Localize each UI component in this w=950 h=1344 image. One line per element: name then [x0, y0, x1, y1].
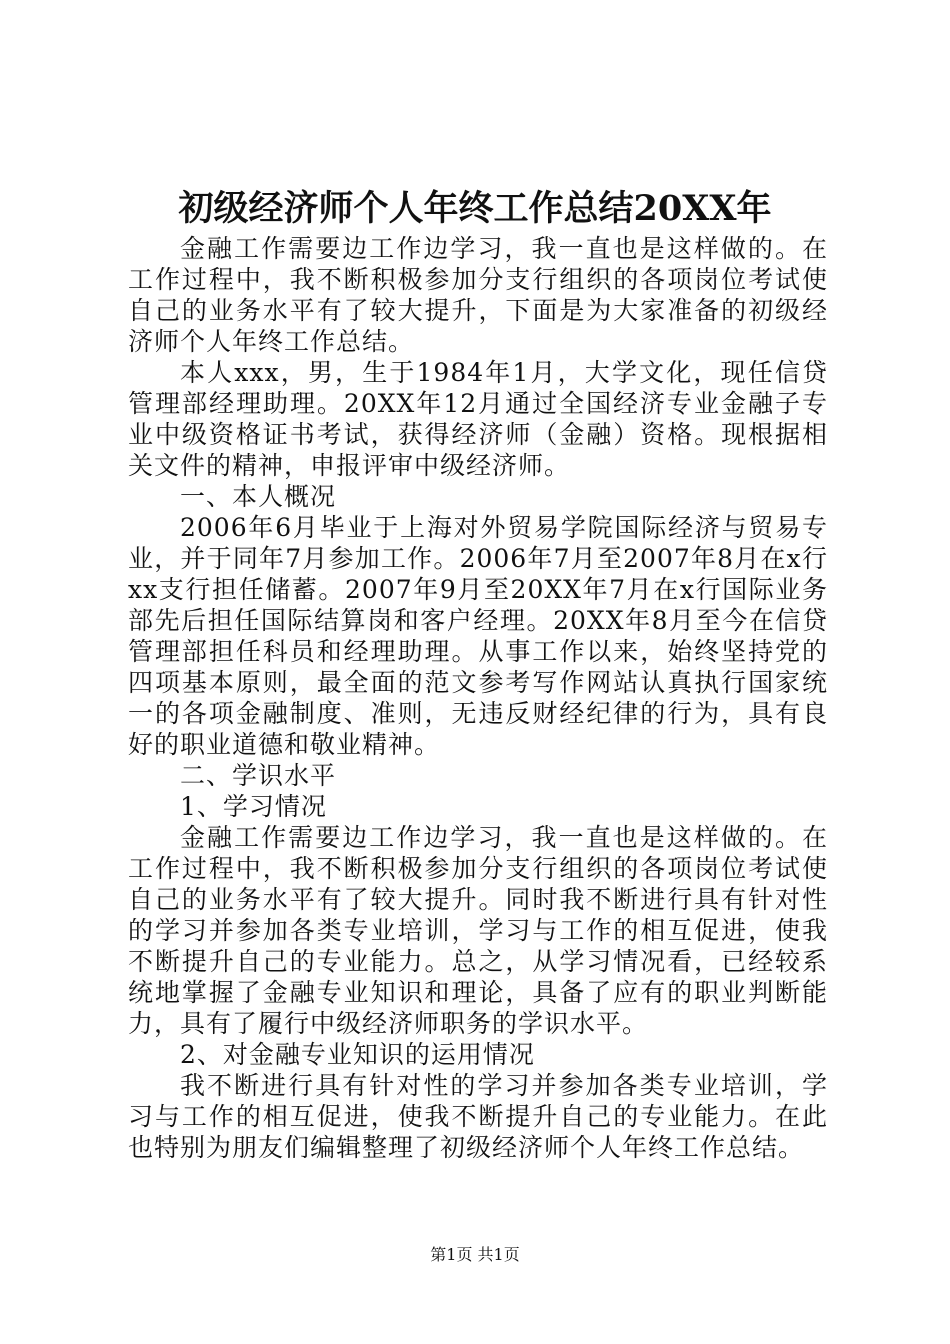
paragraph-overview: 2006年6月毕业于上海对外贸易学院国际经济与贸易专业，并于同年7月参加工作。2006年7月至2007年8月在x行xx支行担任储蓄。2007年9月至20XX年7月在x行国际业务部先后担任国际结算岗和客户经理。20XX年8月至今在信贷管理部担任科员和经理助理。从事工作以来，始终坚持党的四项基本原则，最全面的范文参考写作网站认真执行国家统一的各项金融制度、准则，无违反财经纪律的行为，具有良好的职业道德和敬业精神。 [128, 513, 828, 759]
subsection-heading-application: 2、对金融专业知识的运用情况 [180, 1040, 535, 1069]
section-heading-knowledge: 二、学识水平 [180, 761, 337, 790]
document-body [128, 233, 828, 1163]
document-title: 初级经济师个人年终工作总结20XX年 [178, 188, 772, 229]
subsection-heading-study: 1、学习情况 [180, 792, 327, 821]
section-heading-overview: 一、本人概况 [180, 482, 337, 511]
paragraph-intro: 金融工作需要边工作边学习，我一直也是这样做的。在工作过程中，我不断积极参加分支行组织的各项岗位考试使自己的业务水平有了较大提升，下面是为大家准备的初级经济师个人年终工作总结。 [128, 234, 828, 356]
paragraph-personal-info: 本人xxx，男，生于1984年1月，大学文化，现任信贷管理部经理助理。20XX年12月通过全国经济专业金融子专业中级资格证书考试，获得经济师（金融）资格。现根据相关文件的精神，申报评审中级经济师。 [128, 358, 828, 480]
paragraph-application: 我不断进行具有针对性的学习并参加各类专业培训，学习与工作的相互促进，使我不断提升自己的专业能力。在此也特别为朋友们编辑整理了初级经济师个人年终工作总结。 [128, 1071, 828, 1162]
paragraph-study: 金融工作需要边工作边学习，我一直也是这样做的。在工作过程中，我不断积极参加分支行组织的各项岗位考试使自己的业务水平有了较大提升。同时我不断进行具有针对性的学习并参加各类专业培训，学习与工作的相互促进，使我不断提升自己的专业能力。总之，从学习情况看，已经较系统地掌握了金融专业知识和理论，具备了应有的职业判断能力，具有了履行中级经济师职务的学识水平。 [128, 823, 828, 1038]
page-footer: 第1页 共1页 [430, 1245, 520, 1264]
